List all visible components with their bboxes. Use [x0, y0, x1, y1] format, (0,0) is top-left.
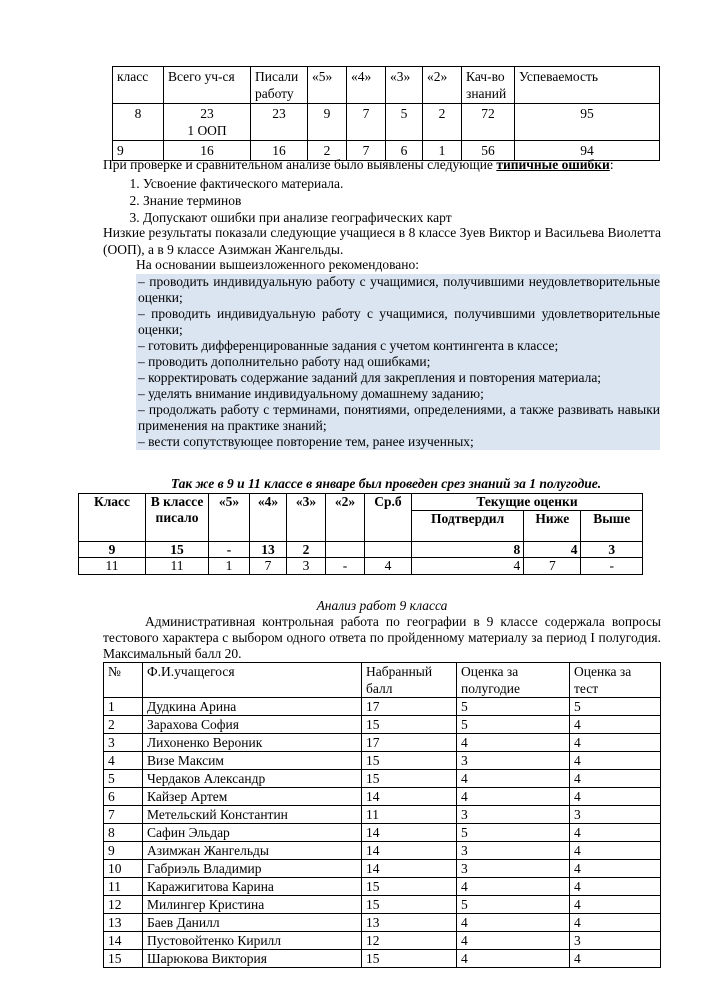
- table-cell: 4: [457, 734, 570, 752]
- table-row: [104, 878, 661, 896]
- table-cell: -: [326, 558, 365, 575]
- header-cell: Ф.И.учащегося: [143, 663, 362, 698]
- table-row: [104, 824, 661, 842]
- table-cell: Метельский Константин: [143, 806, 362, 824]
- header-cell: Успеваемость: [515, 67, 660, 104]
- header-cell: Ниже: [524, 510, 581, 541]
- table-cell: 4: [570, 896, 661, 914]
- table-cell: 3: [457, 842, 570, 860]
- table-cell: Чердаков Александр: [143, 770, 362, 788]
- table-cell: 2: [308, 141, 347, 161]
- header-cell: №: [104, 663, 143, 698]
- table-cell: 4: [457, 932, 570, 950]
- table-cell: 4: [570, 752, 661, 770]
- table-cell: 4: [570, 860, 661, 878]
- table-cell: 10: [104, 860, 143, 878]
- table-row: [79, 558, 643, 575]
- table-cell: 3: [570, 806, 661, 824]
- section-title: Анализ работ 9 класса: [316, 598, 448, 613]
- table-cell: 4: [570, 716, 661, 734]
- table-cell: 7: [104, 806, 143, 824]
- table-cell: 12: [104, 896, 143, 914]
- table-cell: 5: [457, 896, 570, 914]
- table-cell: 4: [104, 752, 143, 770]
- table-row: [104, 788, 661, 806]
- table-row: [104, 842, 661, 860]
- table-cell: Визе Максим: [143, 752, 362, 770]
- list-item: – проводить индивидуальную работу с учащимися, получившими неудовлетворительные оценки;: [138, 274, 660, 305]
- errors-intro: [103, 157, 661, 174]
- header-cell: «2»: [423, 67, 462, 104]
- header-cell: Выше: [581, 510, 643, 541]
- section-caption: Так же в 9 и 11 классе в январе был проведен срез знаний за 1 полугодие.: [170, 476, 602, 491]
- table-cell: 56: [462, 141, 515, 161]
- table-cell: 7: [347, 141, 386, 161]
- table-cell: 2: [287, 541, 326, 558]
- table-cell: 4: [570, 788, 661, 806]
- header-cell: Ср.б: [365, 494, 412, 542]
- header-cell: «3»: [287, 494, 326, 542]
- table-cell: 5: [104, 770, 143, 788]
- list-item: 3. Допускают ошибки при анализе географических карт: [143, 209, 683, 226]
- table-cell: 4: [457, 770, 570, 788]
- table-cell: Милингер Кристина: [143, 896, 362, 914]
- header-cell: «5»: [209, 494, 250, 542]
- table-cell: 13: [250, 541, 287, 558]
- table-cell: 11: [146, 558, 209, 575]
- header-cell: «4»: [250, 494, 287, 542]
- table-cell: 1: [209, 558, 250, 575]
- table-cell: 17: [362, 698, 457, 716]
- header-cell: [251, 67, 308, 104]
- header-text: Писали работу: [255, 69, 299, 101]
- header-cell: Набранный балл: [362, 663, 457, 698]
- list-item: – продолжать работу с терминами, понятиями, определениями, а также развивать навыки применения на практике знаний;: [138, 402, 660, 433]
- table-header-row: [79, 494, 643, 511]
- table-cell: -: [581, 558, 643, 575]
- header-cell: В классе писало: [146, 494, 209, 542]
- table-cell: 23: [251, 104, 308, 141]
- table-cell: 4: [524, 541, 581, 558]
- table-cell: 14: [104, 932, 143, 950]
- table-row: [104, 734, 661, 752]
- table-cell: 8: [104, 824, 143, 842]
- table-row: [104, 698, 661, 716]
- recommendations-block: [136, 274, 660, 450]
- table-cell: 3: [457, 860, 570, 878]
- table-cell: 11: [362, 806, 457, 824]
- table-header-row: [104, 663, 661, 698]
- header-cell: Текущие оценки: [412, 494, 643, 511]
- table-cell: 4: [457, 950, 570, 968]
- table-cell: 4: [570, 770, 661, 788]
- table-cell: 4: [570, 950, 661, 968]
- table-cell: Сафин Эльдар: [143, 824, 362, 842]
- table-cell: 5: [386, 104, 423, 141]
- table-cell: 3: [104, 734, 143, 752]
- table-cell: 16: [251, 141, 308, 161]
- table-cell: Зарахова София: [143, 716, 362, 734]
- table-row: [104, 752, 661, 770]
- intro-end: :: [609, 157, 614, 172]
- table-cell: 13: [104, 914, 143, 932]
- errors-list: [103, 175, 683, 226]
- table-cell: 4: [570, 914, 661, 932]
- table-cell: 14: [362, 788, 457, 806]
- table-cell: 3: [287, 558, 326, 575]
- table-cell: 3: [570, 932, 661, 950]
- table-cell: 8: [113, 104, 164, 141]
- table-cell: 15: [104, 950, 143, 968]
- table-cell: 72: [462, 104, 515, 141]
- table-row: [104, 716, 661, 734]
- list-item: – корректировать содержание заданий для закрепления и повторения материала;: [138, 370, 602, 385]
- grade9-description: Административная контрольная работа по географии в 9 классе содержала вопросы тестового характера с выбором одного ответа по пройденному материалу за период I полугодия. Максимальный балл 20.: [103, 614, 661, 661]
- table-row: [104, 770, 661, 788]
- table-cell: 23 1 ООП: [164, 104, 251, 141]
- table-cell: 15: [362, 896, 457, 914]
- table-cell: 7: [524, 558, 581, 575]
- table-cell: 4: [570, 824, 661, 842]
- table-cell: 15: [146, 541, 209, 558]
- header-cell: Оценка за тест: [570, 663, 661, 698]
- table-cell: Пустовойтенко Кирилл: [143, 932, 362, 950]
- table-cell: 3: [581, 541, 643, 558]
- table-cell: 17: [362, 734, 457, 752]
- table-cell: 6: [386, 141, 423, 161]
- header-cell: Всего уч-ся: [164, 67, 251, 104]
- table-cell: Каражигитова Карина: [143, 878, 362, 896]
- table-cell: Кайзер Артем: [143, 788, 362, 806]
- table-row: [104, 896, 661, 914]
- table-cell: 5: [570, 698, 661, 716]
- grade9-results-table: [103, 662, 661, 968]
- table-row: [104, 860, 661, 878]
- table-cell: 9: [79, 541, 146, 558]
- table-row: [113, 104, 660, 141]
- table-cell: 5: [457, 698, 570, 716]
- table-cell: 11: [104, 878, 143, 896]
- table-cell: 4: [570, 842, 661, 860]
- table-cell: 15: [362, 770, 457, 788]
- table-cell: Азимжан Жангельды: [143, 842, 362, 860]
- table-body: [104, 698, 661, 968]
- intro-text: При проверке и сравнительном анализе было выявлены следующие: [103, 157, 497, 172]
- table-cell: 3: [457, 806, 570, 824]
- table-cell: Габриэль Владимир: [143, 860, 362, 878]
- table-cell: 9: [113, 141, 164, 161]
- table-cell: 5: [457, 716, 570, 734]
- header-cell: «3»: [386, 67, 423, 104]
- header-cell: «5»: [308, 67, 347, 104]
- table-cell: 3: [457, 752, 570, 770]
- table-cell: 95: [515, 104, 660, 141]
- table-cell: 4: [457, 878, 570, 896]
- table-cell: 1: [423, 141, 462, 161]
- table-cell: 9: [308, 104, 347, 141]
- table-cell: Лихоненко Вероник: [143, 734, 362, 752]
- table-row: [79, 541, 643, 558]
- table-cell: [326, 541, 365, 558]
- table-cell: 8: [412, 541, 524, 558]
- header-cell: Оценка за полугодие: [457, 663, 570, 698]
- header-cell: класс: [113, 67, 164, 104]
- table-cell: 4: [412, 558, 524, 575]
- list-item: – проводить дополнительно работу над ошибками;: [138, 354, 431, 369]
- list-item: 2. Знание терминов: [143, 192, 683, 209]
- table-cell: 1: [104, 698, 143, 716]
- table-cell: 7: [347, 104, 386, 141]
- list-item: – готовить дифференцированные задания с учетом контингента в классе;: [138, 338, 559, 353]
- list-item: – вести сопутствующее повторение тем, ранее изученных;: [138, 434, 474, 449]
- header-cell: Класс: [79, 494, 146, 542]
- header-cell: «4»: [347, 67, 386, 104]
- list-item: – проводить индивидуальную работу с учащимися, получившими удовлетворительные оценки;: [138, 306, 660, 337]
- table-cell: 7: [250, 558, 287, 575]
- table-cell: 16: [164, 141, 251, 161]
- table-cell: Баев Данилл: [143, 914, 362, 932]
- table-cell: Дудкина Арина: [143, 698, 362, 716]
- table-cell: 15: [362, 716, 457, 734]
- table-cell: 4: [457, 788, 570, 806]
- table-cell: 15: [362, 752, 457, 770]
- table-cell: 2: [423, 104, 462, 141]
- table-cell: -: [209, 541, 250, 558]
- table-row: [104, 950, 661, 968]
- table-cell: 15: [362, 950, 457, 968]
- table-cell: 5: [457, 824, 570, 842]
- list-item: – уделять внимание индивидуальному домашнему заданию;: [138, 386, 484, 401]
- grades-summary-table: [112, 66, 660, 161]
- table-cell: 14: [362, 860, 457, 878]
- list-item: 1. Усвоение фактического материала.: [143, 175, 683, 192]
- table-row: [104, 932, 661, 950]
- table-cell: 4: [457, 914, 570, 932]
- table-cell: 2: [104, 716, 143, 734]
- header-cell: Подтвердил: [412, 510, 524, 541]
- table-cell: 15: [362, 878, 457, 896]
- table-cell: 4: [570, 734, 661, 752]
- table-cell: 6: [104, 788, 143, 806]
- typical-errors-label: типичные ошибки: [496, 157, 610, 172]
- header-cell: Кач-во знаний: [462, 67, 515, 104]
- recommend-title: На основании вышеизложенного рекомендовано:: [136, 257, 420, 272]
- table-cell: 4: [365, 558, 412, 575]
- table-cell: 11: [79, 558, 146, 575]
- table-cell: 13: [362, 914, 457, 932]
- low-results-paragraph: Низкие результаты показали следующие учащиеся в 8 классе Зуев Виктор и Васильева Виолетта (ООП), а в 9 классе Азимжан Жангельды.: [103, 225, 661, 257]
- table-cell: Шарюкова Виктория: [143, 950, 362, 968]
- table-cell: 94: [515, 141, 660, 161]
- table-cell: 14: [362, 824, 457, 842]
- table-header-row: [113, 67, 660, 104]
- table-cell: 9: [104, 842, 143, 860]
- knowledge-check-table: [78, 493, 643, 575]
- table-cell: 12: [362, 932, 457, 950]
- table-row: [104, 806, 661, 824]
- table-cell: 4: [570, 878, 661, 896]
- header-cell: «2»: [326, 494, 365, 542]
- table-cell: 14: [362, 842, 457, 860]
- table-cell: [365, 541, 412, 558]
- table-row: [104, 914, 661, 932]
